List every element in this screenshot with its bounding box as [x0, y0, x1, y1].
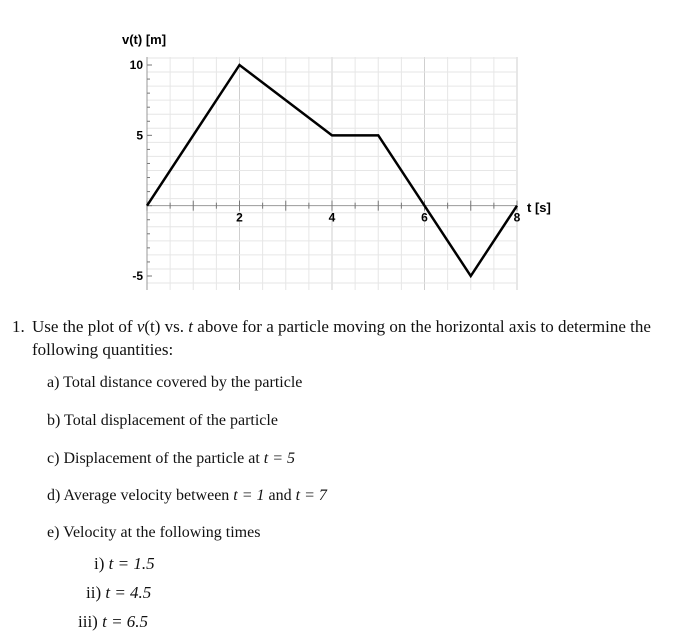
y-tick-label: -5: [132, 269, 143, 283]
part-d: [47, 487, 327, 505]
stem-var-v: v: [136, 317, 145, 336]
problem-number: 1.: [12, 317, 25, 336]
velocity-chart: [0, 0, 700, 300]
stem-text-2: vs.: [160, 317, 189, 336]
part-d-mid: and: [264, 487, 296, 504]
subpart-i-math: t = 1.5: [108, 554, 155, 573]
subpart-iii-label: iii): [78, 612, 98, 631]
y-axis-label: v(t) [m]: [122, 32, 167, 47]
subpart-iii-math: t = 6.5: [102, 612, 149, 631]
part-b-label: b): [47, 412, 61, 429]
stem-text-3: above for a particle moving on the horizontal axis to determine the following quantities:: [32, 317, 651, 359]
part-c-math: t = 5: [263, 450, 296, 467]
subpart-ii-label: ii): [86, 583, 102, 602]
y-tick-label: 10: [129, 58, 143, 72]
part-d-math-2: t = 7: [295, 487, 327, 504]
part-c-label: c): [47, 450, 60, 467]
problem-statement: [12, 316, 696, 362]
subpart-ii: [86, 583, 151, 603]
x-tick-label: 6: [421, 210, 428, 225]
part-a-text: Total distance covered by the particle: [63, 374, 303, 391]
subpart-i: [94, 554, 155, 574]
part-e-text: Velocity at the following times: [63, 524, 261, 541]
part-c: [47, 450, 295, 468]
stem-var-t: t: [188, 317, 194, 336]
problem-stem: [32, 316, 696, 362]
subpart-iii: [78, 612, 148, 632]
part-e: [47, 524, 260, 542]
part-e-label: e): [47, 524, 60, 541]
part-d-math-1: t = 1: [233, 487, 265, 504]
part-c-text: Displacement of the particle at: [63, 450, 264, 467]
stem-text-1: Use the plot of: [32, 317, 137, 336]
part-d-text: Average velocity between: [63, 487, 234, 504]
x-tick-label: 2: [236, 210, 243, 225]
part-a-label: a): [47, 374, 60, 391]
part-d-label: d): [47, 487, 61, 504]
subpart-i-label: i): [94, 554, 105, 573]
subpart-ii-math: t = 4.5: [105, 583, 152, 602]
part-a: [47, 374, 302, 392]
chart-grid: [147, 57, 517, 290]
y-tick-label: 5: [136, 128, 143, 143]
x-tick-label: 4: [328, 210, 336, 225]
x-axis-label: t [s]: [527, 200, 551, 215]
part-b-text: Total displacement of the particle: [64, 412, 278, 429]
stem-paren: (t): [144, 317, 161, 336]
part-b: [47, 412, 278, 430]
x-tick-label: 8: [513, 210, 521, 225]
